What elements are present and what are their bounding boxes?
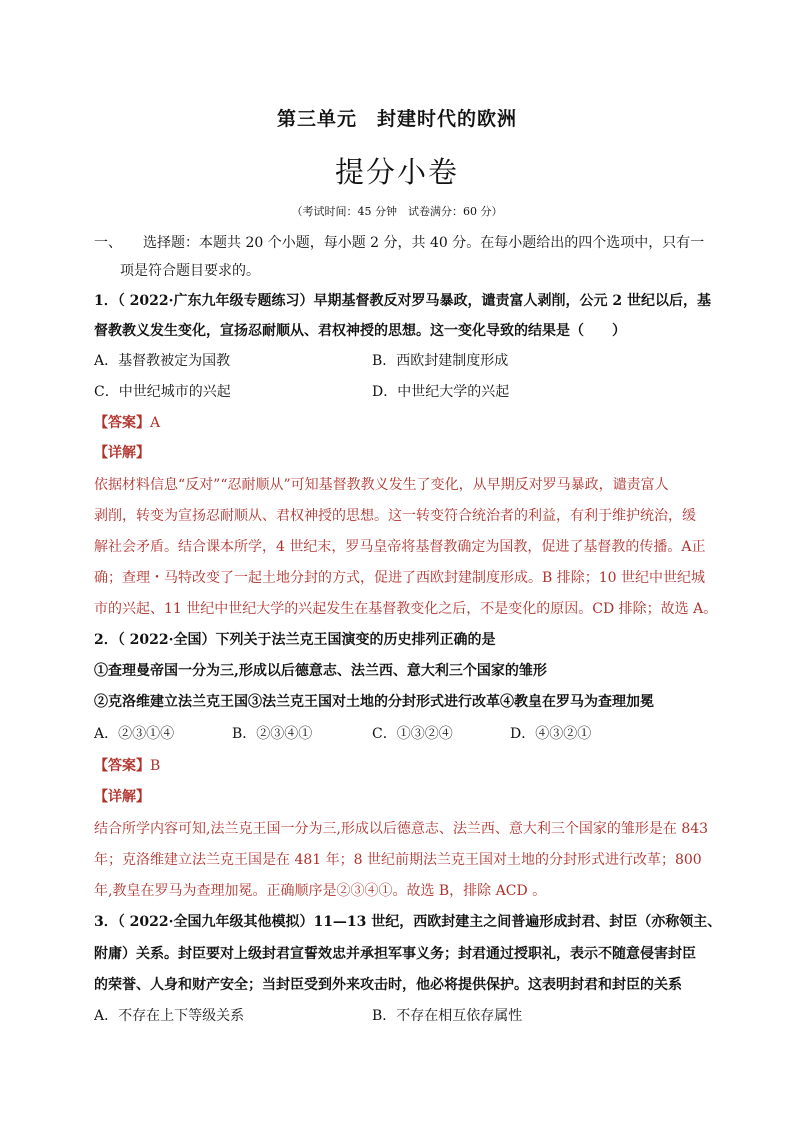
q1-option-a: A．基督教被定为国教 — [94, 353, 231, 369]
q1-answer-value: A — [150, 415, 161, 431]
q2-detail-line1: 结合所学内容可知,法兰克王国一分为三,形成以后德意志、法兰西、意大利三个国家的雏形是在 843 — [94, 821, 709, 837]
q3-option-b: B．不存在相互依存属性 — [372, 1008, 523, 1024]
q1-detail-line3: 解社会矛盾。结合课本所学，4 世纪末，罗马皇帝将基督教确定为国教，促进了基督教的传播。A正 — [94, 539, 706, 555]
section-instructions-line2: 项是符合题目要求的。 — [120, 263, 260, 279]
q3-stem-line2: 附庸）关系。封臣要对上级封君宣誓效忠并承担军事义务；封君通过授职礼，表示不随意侵害封臣 — [94, 946, 696, 962]
q1-detail-line2: 剥削，转变为宣扬忍耐顺从、君权神授的思想。这一转变符合统治者的利益，有利于维护统治，缓 — [94, 508, 696, 524]
q1-answer-label: 【答案】 — [94, 415, 150, 431]
q3-option-a: A．不存在上下等级关系 — [94, 1008, 245, 1024]
q1-detail-label: 【详解】 — [94, 445, 150, 461]
q1-option-d: D．中世纪大学的兴起 — [372, 384, 510, 400]
q1-stem-line1: 1．（ 2022·广东九年级专题练习）早期基督教反对罗马暴政，谴责富人剥削，公元 2 世纪以后，基 — [94, 293, 711, 309]
exam-info: （考试时间：45 分钟 试卷满分：60 分） — [291, 205, 503, 218]
q2-option-c: C．①③②④ — [372, 726, 453, 742]
q2-option-d: D．④③②① — [510, 726, 592, 742]
q2-stem-line2: ①查理曼帝国一分为三,形成以后德意志、法兰西、意大利三个国家的雏形 — [94, 663, 547, 679]
unit-title: 第三单元 封建时代的欧洲 — [276, 108, 517, 130]
q2-detail-line2: 年；克洛维建立法兰克王国是在 481 年；8 世纪前期法兰克王国对土地的分封形式进行改革；800 — [94, 852, 702, 868]
q1-option-c: C．中世纪城市的兴起 — [94, 384, 231, 400]
q2-stem-line1: 2．（ 2022·全国）下列关于法兰克王国演变的历史排列正确的是 — [94, 632, 496, 648]
page-title: 提分小卷 — [334, 155, 459, 189]
section-instructions-line1: 一、 选择题：本题共 20 个小题，每小题 2 分，共 40 分。在每小题给出的四个选项中，只有一 — [94, 235, 705, 251]
q1-answer — [94, 412, 714, 432]
q3-stem-line3: 的荣誉、人身和财产安全；当封臣受到外来攻击时，他必将提供保护。这表明封君和封臣的关系 — [94, 977, 682, 993]
q1-detail-line4: 确；查理・马特改变了一起土地分封的方式，促进了西欧封建制度形成。B 排除；10 世纪中世纪城 — [94, 570, 706, 586]
q2-stem-line3: ②克洛维建立法兰克王国③法兰克王国对土地的分封形式进行改革④教皇在罗马为查理加冕 — [94, 694, 654, 710]
q1-stem-line2: 督教教义发生变化，宣扬忍耐顺从、君权神授的思想。这一变化导致的结果是（ ） — [94, 323, 626, 339]
q2-answer-label: 【答案】 — [94, 758, 150, 774]
q2-answer — [94, 755, 714, 775]
q1-detail-line5: 市的兴起、11 世纪中世纪大学的兴起发生在基督教变化之后，不是变化的原因。CD 排除；故选 A。 — [94, 601, 718, 617]
q2-option-b: B．②③④① — [232, 726, 313, 742]
q2-answer-value: B — [150, 758, 161, 774]
q2-detail-label: 【详解】 — [94, 789, 150, 805]
q3-stem-line1: 3．（ 2022·全国九年级其他模拟）11—13 世纪，西欧封建主之间普遍形成封君、封臣（亦称领主、 — [94, 914, 722, 930]
q2-detail-line3: 年,教皇在罗马为查理加冕。正确顺序是②③④①。故选 B，排除 ACD 。 — [94, 883, 547, 899]
q1-detail-line1: 依据材料信息“反对”“忍耐顺从”可知基督教教义发生了变化，从早期反对罗马暴政，谴责富人 — [94, 477, 669, 493]
q2-option-a: A．②③①④ — [94, 726, 175, 742]
q1-option-b: B．西欧封建制度形成 — [372, 353, 509, 369]
